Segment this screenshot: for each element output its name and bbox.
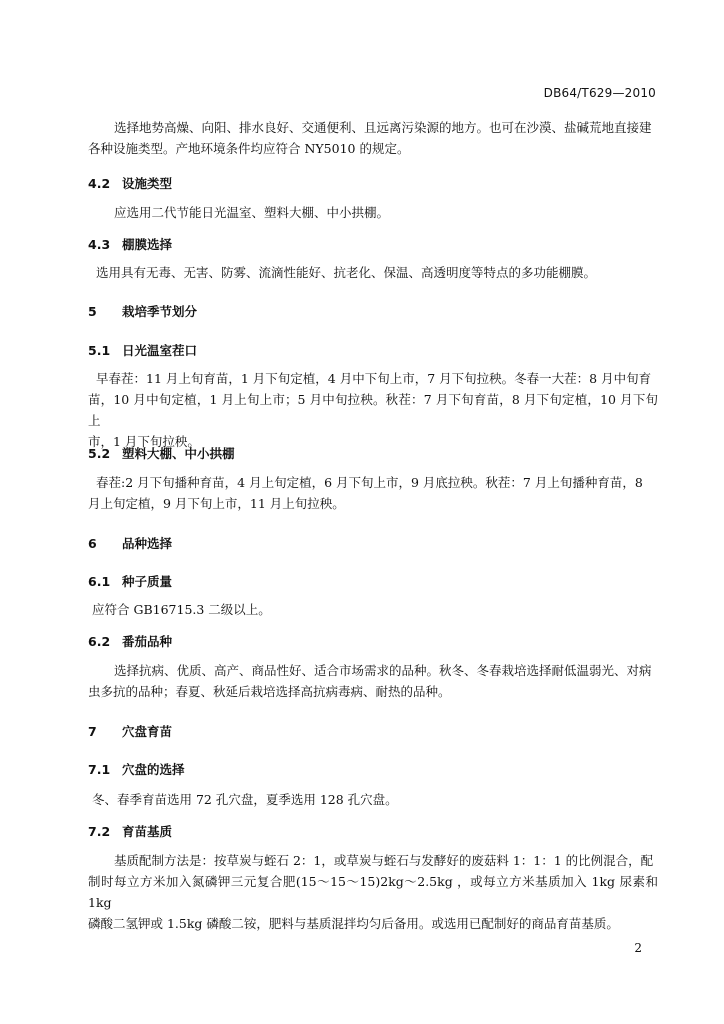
paragraph-line: 早春茬：11 月上旬育苗，1 月下旬定植，4 月中下旬上市，7 月下旬拉秧。冬春一大茬：8 月中旬育: [96, 371, 652, 386]
section-heading-5-2: [88, 444, 235, 462]
section-title: 品种选择: [122, 536, 173, 551]
section-title: 栽培季节划分: [122, 304, 198, 319]
section-heading-6-2: [88, 632, 172, 650]
section-heading-7-2: [88, 822, 172, 840]
paragraph-line: 磷酸二氢钾或 1.5kg 磷酸二铵，肥料与基质混拌均匀后备用。或选用已配制好的商品育苗基质。: [88, 916, 619, 931]
section-heading-6: [88, 534, 172, 552]
paragraph-5-1: [88, 368, 658, 452]
section-title: 设施类型: [122, 176, 173, 191]
section-number: 6.1: [88, 574, 111, 589]
section-heading-6-1: [88, 572, 172, 590]
section-heading-4-2: [88, 174, 172, 192]
section-number: 7.1: [88, 762, 111, 777]
paragraph-line: 市，1 月下旬拉秧。: [88, 434, 200, 449]
section-number: 6: [88, 536, 97, 551]
paragraph-line: 春茬:2 月下旬播种育苗，4 月上旬定植，6 月下旬上市，9 月底拉秧。秋茬：7 月上旬播种育苗，8: [96, 475, 643, 490]
section-number: 5: [88, 304, 97, 319]
paragraph-line: 基质配制方法是：按草炭与蛭石 2：1，或草炭与蛭石与发酵好的废菇料 1：1：1 的比例混合，配: [114, 853, 654, 868]
paragraph-6-2: [88, 660, 658, 702]
section-title: 日光温室茬口: [122, 343, 198, 358]
section-title: 种子质量: [122, 574, 173, 589]
section-title: 穴盘的选择: [122, 762, 185, 777]
section-number: 6.2: [88, 634, 111, 649]
paragraph-4-2: [88, 202, 658, 223]
paragraph-6-1: [88, 599, 658, 620]
page-number: 2: [634, 941, 642, 955]
section-heading-5: [88, 302, 197, 320]
paragraph-line: 各种设施类型。产地环境条件均应符合 NY5010 的规定。: [88, 141, 410, 156]
paragraph-line: 苗，10 月中旬定植，1 月上旬上市；5 月中旬拉秧。秋茬：7 月下旬育苗，8 月下旬定植，10 月下旬上: [88, 392, 658, 428]
paragraph-7-2: [88, 850, 658, 934]
section-number: 7.2: [88, 824, 111, 839]
paragraph-line: 选择地势高燥、向阳、排水良好、交通便利、且远离污染源的地方。也可在沙漠、盐碱荒地直接建: [114, 120, 652, 135]
section-number: 7: [88, 724, 97, 739]
section-number: 5.1: [88, 343, 111, 358]
standard-code: DB64/T629—2010: [543, 86, 656, 100]
section-number: 4.2: [88, 176, 111, 191]
section-number: 5.2: [88, 446, 111, 461]
paragraph-line: 选用具有无毒、无害、防雾、流滴性能好、抗老化、保温、高透明度等特点的多功能棚膜。: [96, 265, 597, 280]
paragraph-line: 制时每立方米加入氮磷钾三元复合肥(15～15～15)2kg～2.5kg ，或每立方米基质加入 1kg 尿素和 1kg: [88, 874, 658, 910]
paragraph-line: 选择抗病、优质、高产、商品性好、适合市场需求的品种。秋冬、冬春栽培选择耐低温弱光、对病: [114, 663, 652, 678]
paragraph-intro: [88, 117, 658, 159]
paragraph-5-2: [88, 472, 658, 514]
paragraph-line: 虫多抗的品种；春夏、秋延后栽培选择高抗病毒病、耐热的品种。: [88, 684, 451, 699]
paragraph-line: 应符合 GB16715.3 二级以上。: [92, 602, 271, 617]
section-title: 塑料大棚、中小拱棚: [122, 446, 235, 461]
paragraph-line: 应选用二代节能日光温室、塑料大棚、中小拱棚。: [114, 205, 390, 220]
paragraph-7-1: [88, 789, 658, 810]
section-heading-7-1: [88, 760, 185, 778]
paragraph-line: 冬、春季育苗选用 72 孔穴盘，夏季选用 128 孔穴盘。: [92, 792, 398, 807]
section-heading-7: [88, 722, 172, 740]
section-number: 4.3: [88, 237, 111, 252]
section-title: 番茄品种: [122, 634, 173, 649]
section-title: 棚膜选择: [122, 237, 173, 252]
section-heading-4-3: [88, 235, 172, 253]
section-title: 穴盘育苗: [122, 724, 173, 739]
section-heading-5-1: [88, 341, 197, 359]
paragraph-4-3: [88, 262, 658, 283]
paragraph-line: 月上旬定植，9 月下旬上市，11 月上旬拉秧。: [88, 496, 345, 511]
section-title: 育苗基质: [122, 824, 173, 839]
